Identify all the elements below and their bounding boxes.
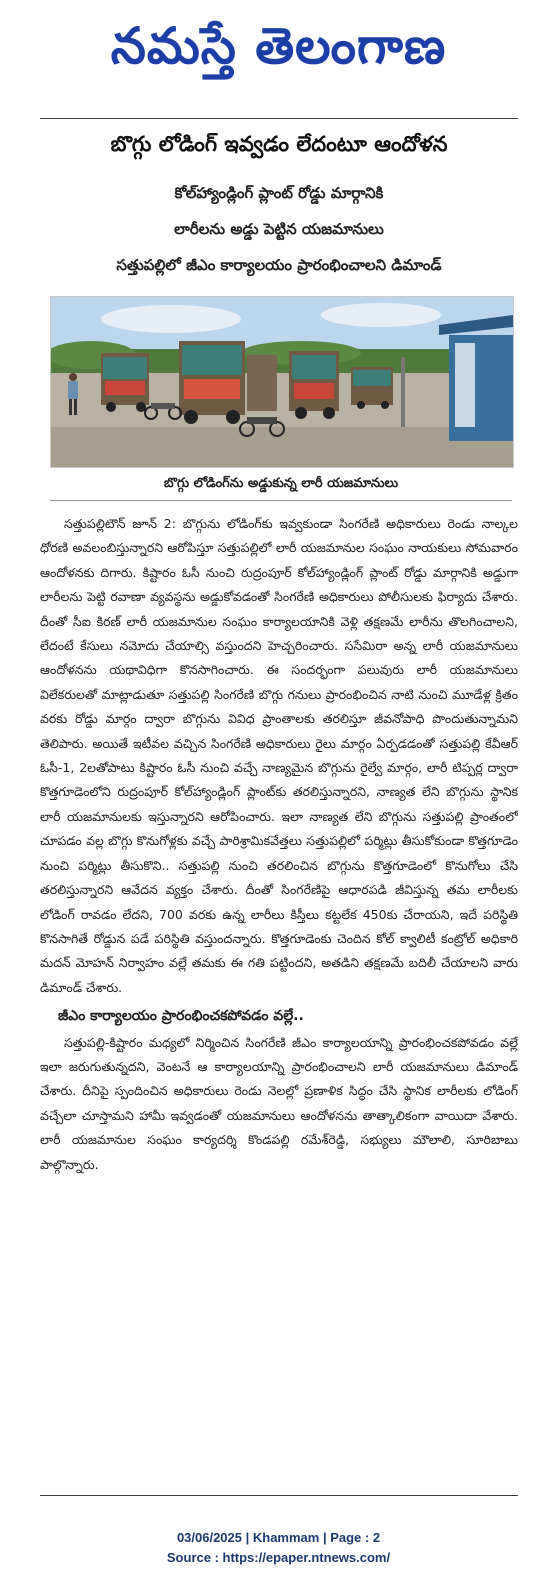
divider-caption (50, 500, 512, 501)
photo-cloud (321, 303, 441, 327)
divider-top (40, 118, 518, 119)
photo-cloud (101, 305, 241, 333)
article-paragraph: సత్తుపల్లి-కిష్టారం మధ్యలో నిర్మించిన సింగరేణి జీఎం కార్యాలయాన్ని ప్రారంభించకపోవడం వల్లే ఇలా జరుగుతున్నదని, వెంటనే ఆ కార్యాలయాన్ని ప్రారంభించాలని లారీ యజమానులు డిమాండ్ చేశారు. దీనిపై స్పందించిన అధికారులు రెండు నెలల్లో ప్రణాళిక సిద్ధం చేసి స్థానిక లారీలకు లోడింగ్ వచ్చేలా చూస్తామని హామీ ఇవ్వడంతో యజమానులు ఆందోళనను తాత్కాలికంగా వాయిదా వేశారు. లారీ యజమానుల సంఘం కార్యదర్శి కొండపల్లి రమేశ్‌రెడ్డి, సభ్యులు మౌలాలి, సూరిబాబు పాల్గొన్నారు. (40, 1034, 518, 1172)
article-headline: బొగ్గు లోడింగ్ ఇవ్వడం లేదంటూ ఆందోళన (110, 132, 448, 156)
newspaper-title: నమస్తే తెలంగాణ (110, 17, 447, 75)
article-body (40, 512, 518, 1502)
photo-scene (51, 297, 513, 467)
photo-caption: బొగ్గు లోడింగ్‌ను అడ్డుకున్న లారీ యజమానులు (163, 476, 399, 491)
masthead (0, 0, 557, 92)
article-paragraph: సత్తుపల్లిటౌన్ జూన్ 2: బొగ్గును లోడింగ్‌కు ఇవ్వకుండా సింగరేణి అధికారులు రెండు నాల్కల ధోరణి అవలంబిస్తున్నారని ఆరోపిస్తూ సత్తుపల్లిలో లారీ యజమానుల సంఘం నాయకులు సోమవారం ఆందోళనకు దిగారు. కిష్టారం ఓసీ నుంచి రుద్రంపూర్ కోల్‌హ్యాండ్లింగ్ ప్లాంట్ రోడ్డు మార్గానికి అడ్డుగా లారీలను పెట్టి రవాణా వ్యవస్థను అడ్డుకోవడంతో సింగరేణి అధికారులు పోలీసులకు ఫిర్యాదు చేశారు. దీంతో సీఐ కిరణ్ లారీ యజమానుల సంఘం కార్యాలయానికి వెళ్లి తక్షణమే లారీను తొలగించాలని, లేదంటే కేసులు నమోదు చేయాల్సి వస్తుందని హెచ్చరించారు. ససేమిరా అన్న లారీ యజమానులు ఆందోళనను యథావిధిగా కొనసాగించారు. ఈ సందర్భంగా పలువురు లారీ యజమానులు విలేకరులతో మాట్లాడుతూ సత్తుపల్లి సింగరేణి బొగ్గు గనులు ప్రారంభించిన నాటి నుంచి మూడేళ్ల క్రితం వరకు రోడ్డు మార్గం ద్వారా బొగ్గును వివిధ ప్రాంతాలకు తరలిస్తూ జీవనోపాధి పొందుతున్నామని తెలిపారు. అయితే ఇటీవల వచ్చిన సింగరేణి అధికారులు రైలు మార్గం ఏర్పడడంతో సత్తుపల్లి కేవీఆర్ ఓసీ-1, 2లతోపాటు కిష్టారం ఓసీ నుంచి వచ్చే నాణ్యమైన బొగ్గును రైల్వే మార్గం, లారీ టిప్పర్ల ద్వారా కొత్తగూడెంలోని రుద్రంపూర్ కోల్‌హ్యాండ్లింగ్ ప్లాంట్‌కు తరలిస్తున్నారని, నాణ్యత లేని బొగ్గును స్థానిక లారీ యజమానులకు ఇస్తున్నారని ఆరోపించారు. ఇలా నాణ్యత లేని బొగ్గును సత్తుపల్లి ప్రాంతంలో చూపడం వల్ల బొగ్గు కొనుగోళ్లకు వచ్చే పారిశ్రామికవేత్తలు సత్తుపల్లిలో పర్మిట్లు తీసుకోకుండా కొత్తగూడెం నుంచి పర్మిట్లు తీసుకొని.. సత్తుపల్లి నుంచి తరలించిన బొగ్గును కొత్తగూడెంలో కొనుగోలు చేసి తరలిస్తున్నారని ఆవేదన వ్యక్తం చేశారు. దీంతో సింగరేణిపై ఆధారపడి జీవిస్తున్న తమ లారీలకు లోడింగ్ రావడం లేదని, 700 వరకు ఉన్న లారీలు కిస్తీలు కట్టలేక 450కు చేరాయని, ఇదే పరిస్థితి కొనసాగితే రోడ్డున పడే పరిస్థితి వస్తుందన్నారు. కొత్తగూడెంకు చెందిన కోల్ క్వాలిటీ కంట్రోల్ అధికారి మదన్ మోహన్ నిర్వాహం వల్లే తమకు ఈ గతి పట్టిందని, అతడిని తక్షణమే బదిలీ చేయాలని వారు డిమాండ్ చేశారు. (40, 516, 518, 995)
article-subhead-1: కోల్‌హ్యాండ్లింగ్ ప్లాంట్ రోడ్డు మార్గానికి (174, 184, 384, 202)
article-section-head: జీఎం కార్యాలయం ప్రారంభించకపోవడం వల్లే.. (58, 1008, 304, 1025)
truck-icon (289, 351, 339, 419)
truck-icon (351, 367, 393, 409)
divider-bottom (40, 1495, 518, 1496)
article-subhead-3: సత్తుపల్లిలో జీఎం కార్యాలయం ప్రారంభించాలని డిమాండ్ (116, 256, 442, 274)
photo-pole (401, 357, 405, 427)
article-subhead-2: లారీలను అడ్డు పెట్టిన యజమానులు (174, 220, 384, 238)
footer-source: Source : https://epaper.ntnews.com/ (166, 1550, 391, 1565)
truck-icon (101, 353, 149, 412)
footer-meta: 03/06/2025 | Khammam | Page : 2 (176, 1530, 381, 1545)
article-photo (50, 296, 514, 468)
